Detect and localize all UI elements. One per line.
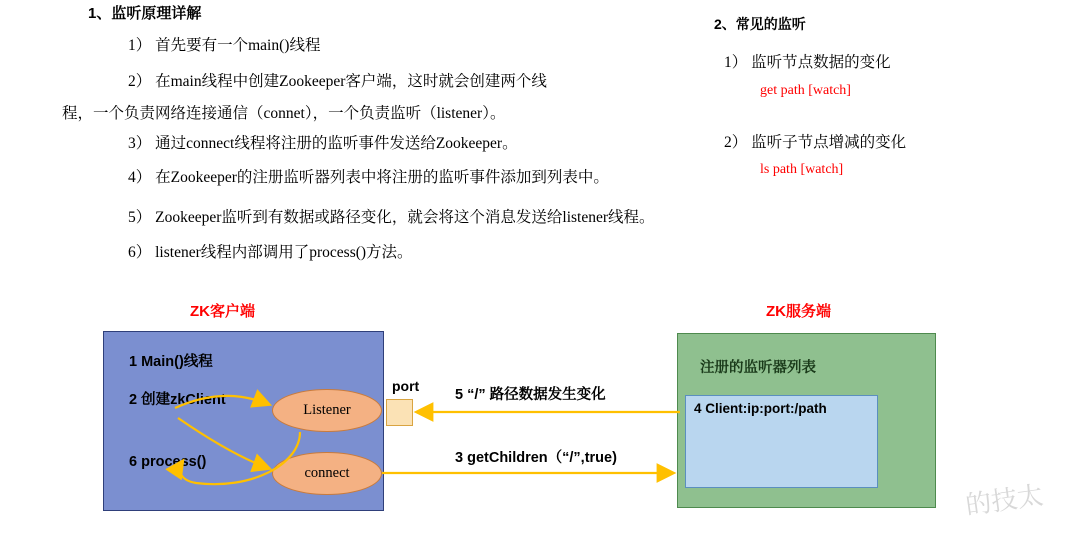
list-item: 6） listener线程内部调用了process()方法。 — [128, 244, 413, 261]
diagram-connectors — [0, 290, 1089, 540]
list-item-continuation: 程，一个负责网络连接通信（connet），一个负责监听（listener）。 — [62, 105, 506, 122]
watcher-entry: 4 Client:ip:port:/path — [694, 401, 827, 416]
client-line-1: 1 Main()线程 — [129, 354, 213, 370]
client-side-label: ZK客户端 — [190, 303, 255, 320]
list-item: 2） 在main线程中创建Zookeeper客户端，这时就会创建两个线 — [128, 73, 547, 90]
list-item: 2） 监听子节点增减的变化 — [724, 134, 907, 151]
command-text: ls path [watch] — [760, 162, 844, 177]
port-label: port — [392, 378, 420, 394]
watcher-list-title: 注册的监听器列表 — [700, 360, 816, 376]
client-line-2: 2 创建zkClient — [129, 392, 226, 408]
list-item: 4） 在Zookeeper的注册监听器列表中将注册的监听事件添加到列表中。 — [128, 169, 609, 186]
connect-thread-node: connect — [272, 452, 382, 495]
server-side-label: ZK服务端 — [766, 303, 831, 320]
arrow-label-getchildren: 3 getChildren（“/”,true) — [455, 450, 617, 466]
list-item: 5） Zookeeper监听到有数据或路径变化，就会将这个消息发送给listener线程。 — [128, 209, 655, 226]
list-item: 1） 首先要有一个main()线程 — [128, 37, 321, 54]
listener-thread-node: Listener — [272, 389, 382, 432]
list-item: 1） 监听节点数据的变化 — [724, 54, 891, 71]
section-2-heading: 2、常见的监听 — [714, 16, 806, 32]
section-1-heading: 1、监听原理详解 — [88, 5, 202, 22]
command-text: get path [watch] — [760, 83, 851, 98]
list-item: 3） 通过connect线程将注册的监听事件发送给Zookeeper。 — [128, 135, 518, 152]
zookeeper-watch-diagram — [0, 290, 1089, 540]
left-text-column — [0, 0, 700, 290]
watermark: 的技太 — [963, 480, 1045, 521]
client-line-3: 6 process() — [129, 454, 207, 470]
arrow-label-notify: 5 “/” 路径数据发生变化 — [455, 387, 606, 403]
right-text-column — [706, 0, 1089, 200]
